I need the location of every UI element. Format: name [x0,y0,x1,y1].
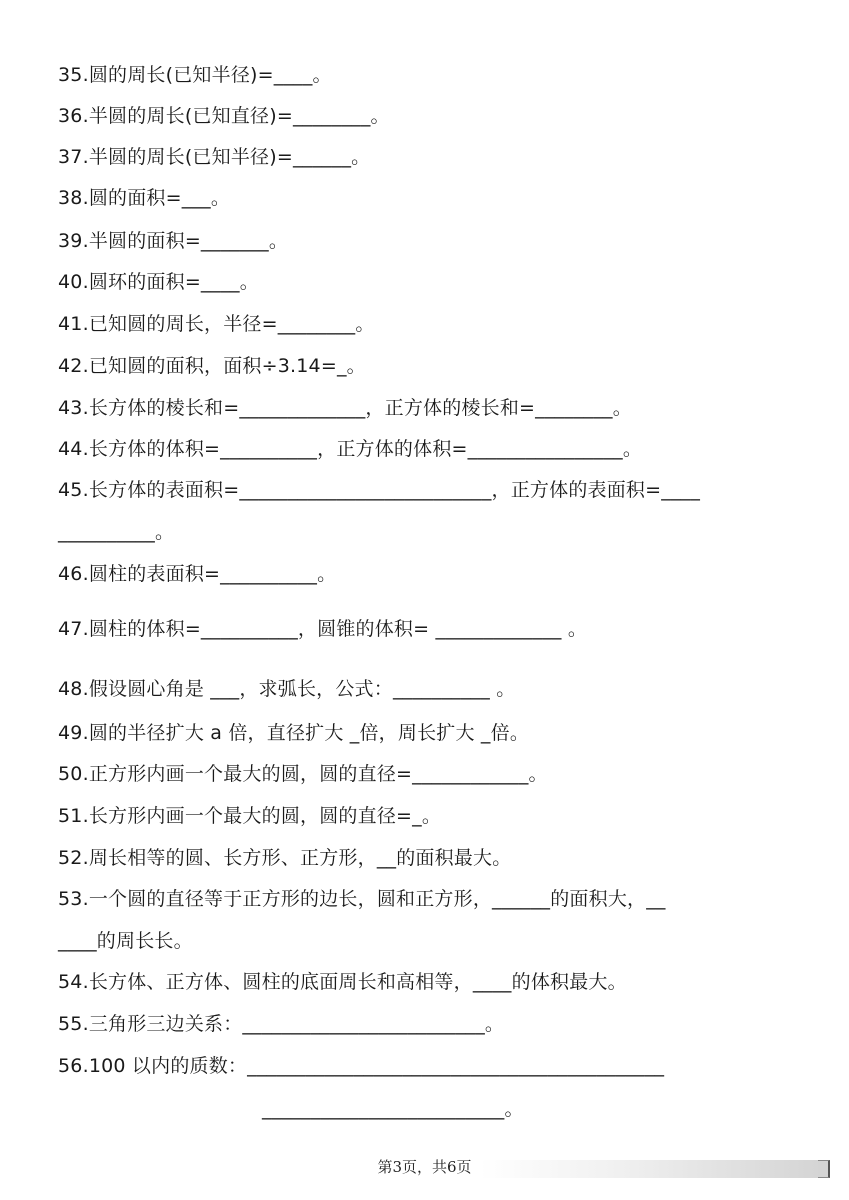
question-43: 43.长方体的棱长和=_____________，正方体的棱长和=________。 [58,397,632,419]
question-37: 37.半圆的周长(已知半径)=______。 [58,146,371,168]
question-47: 47.圆柱的体积=__________，圆锥的体积= _____________ 。 [58,618,588,640]
question-56: 56.100 以内的质数：___________________________________________ [58,1055,665,1077]
question-55: 55.三角形三边关系：_________________________。 [58,1013,505,1035]
page-footer: 第3页，共6页 [377,1158,472,1176]
question-50: 50.正方形内画一个最大的圆，圆的直径=____________。 [58,763,548,785]
question-39: 39.半圆的面积=_______。 [58,230,289,252]
question-52: 52.周长相等的圆、长方形、正方形，__的面积最大。 [58,847,512,869]
question-54: 54.长方体、正方体、圆柱的底面周长和高相等，____的体积最大。 [58,971,627,993]
question-53-cont: ____的周长长。 [58,930,193,952]
question-42: 42.已知圆的面积，面积÷3.14=_。 [58,355,366,377]
question-56-cont: _________________________。 [262,1098,524,1120]
question-38: 38.圆的面积=___。 [58,187,231,209]
question-41: 41.已知圆的周长，半径=________。 [58,313,375,335]
question-44: 44.长方体的体积=__________，正方体的体积=________________。 [58,438,643,460]
question-53: 53.一个圆的直径等于正方形的边长，圆和正方形，______的面积大，__ [58,888,666,910]
question-48: 48.假设圆心角是 ___，求弧长，公式：__________ 。 [58,678,516,700]
question-51: 51.长方形内画一个最大的圆，圆的直径=_。 [58,805,442,827]
question-40: 40.圆环的面积=____。 [58,271,259,293]
question-45-cont: __________。 [58,521,175,543]
question-36: 36.半圆的周长(已知直径)=________。 [58,105,390,127]
question-49: 49.圆的半径扩大 a 倍，直径扩大 _倍，周长扩大 _倍。 [58,722,530,744]
question-35: 35.圆的周长(已知半径)=____。 [58,64,332,86]
question-45: 45.长方体的表面积=__________________________，正方体的表面积=____ [58,479,701,501]
question-46: 46.圆柱的表面积=__________。 [58,563,337,585]
